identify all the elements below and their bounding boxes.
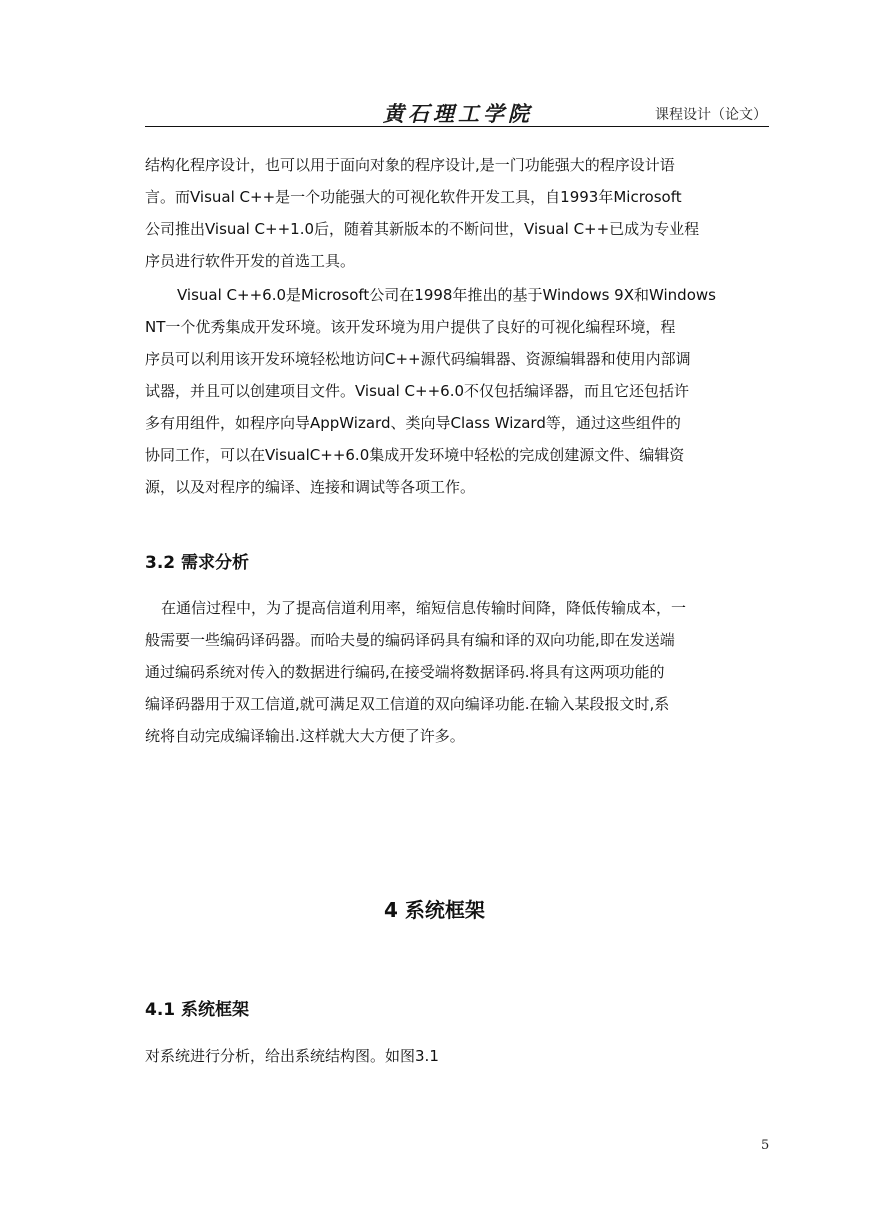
header-document-type: 课程设计（论文）: [655, 107, 767, 123]
text-line: 通过编码系统对传入的数据进行编码,在接受端将数据译码.将具有这两项功能的: [145, 663, 665, 681]
text-line: 试器，并且可以创建项目文件。Visual C++6.0不仅包括编译器，而且它还包括许: [145, 382, 690, 400]
text-line: 协同工作，可以在VisualC++6.0集成开发环境中轻松的完成创建源文件、编辑资: [145, 446, 685, 464]
paragraph-visual-cpp-6: [145, 279, 769, 503]
text-line: 公司推出Visual C++1.0后，随着其新版本的不断问世，Visual C++已成为专业程: [145, 220, 700, 238]
text-line: 源，以及对程序的编译、连接和调试等各项工作。: [145, 478, 476, 496]
text-line: 序员进行软件开发的首选工具。: [145, 252, 356, 270]
text-line: 多有用组件，如程序向导AppWizard、类向导Class Wizard等，通过这些组件的: [145, 414, 681, 432]
page-header: [145, 96, 769, 127]
text-line: 般需要一些编码译码器。而哈夫曼的编码译码具有编和译的双向功能,即在发送端: [145, 631, 675, 649]
institution-logo-text: 黄石理工学院: [383, 101, 533, 126]
paragraph-system-structure: [145, 1040, 769, 1072]
text-line: 对系统进行分析，给出系统结构图。如图3.1: [145, 1047, 439, 1065]
paragraph-requirements-analysis: [145, 592, 769, 752]
text-line: Visual C++6.0是Microsoft公司在1998年推出的基于Windows 9X和Windows: [177, 286, 716, 304]
text-line: NT一个优秀集成开发环境。该开发环境为用户提供了良好的可视化编程环境，程: [145, 318, 676, 336]
text-line: 序员可以利用该开发环境轻松地访问C++源代码编辑器、资源编辑器和使用内部调: [145, 350, 691, 368]
page-number: 5: [761, 1138, 770, 1153]
text-line: 言。而Visual C++是一个功能强大的可视化软件开发工具，自1993年Microsoft: [145, 188, 682, 206]
section-heading-4-1: 4.1 系统框架: [145, 1000, 250, 1020]
text-line: 统将自动完成编译输出.这样就大大方便了许多。: [145, 727, 465, 745]
chapter-heading-4: 4 系统框架: [384, 898, 485, 922]
text-line: 编译码器用于双工信道,就可满足双工信道的双向编译功能.在输入某段报文时,系: [145, 695, 670, 713]
paragraph-visual-cpp-intro: [145, 149, 769, 277]
text-line: 结构化程序设计，也可以用于面向对象的程序设计,是一门功能强大的程序设计语: [145, 156, 675, 174]
text-line: 在通信过程中，为了提高信道利用率，缩短信息传输时间降，降低传输成本，一: [161, 599, 687, 617]
section-heading-3-2: 3.2 需求分析: [145, 553, 250, 573]
